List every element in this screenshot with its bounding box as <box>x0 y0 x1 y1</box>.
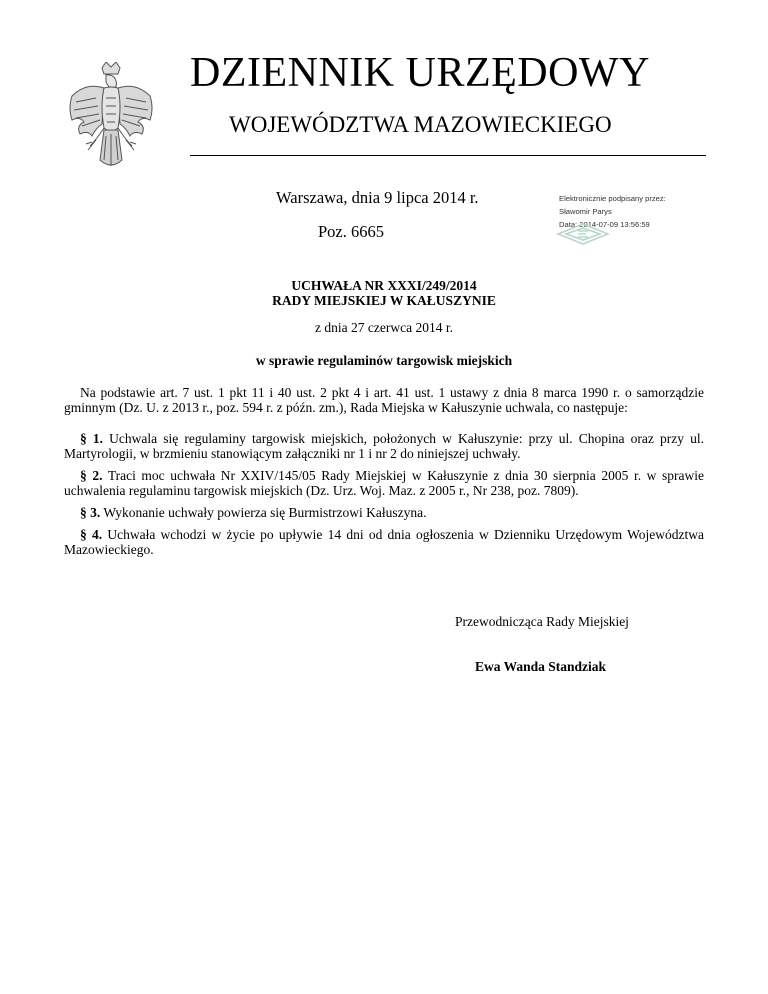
section-text: Wykonanie uchwały powierza się Burmistrzowi Kałuszyna. <box>100 505 427 520</box>
journal-title: DZIENNIK URZĘDOWY <box>190 50 650 96</box>
publication-date: Warszawa, dnia 9 lipca 2014 r. <box>276 188 479 207</box>
position-number: Poz. 6665 <box>318 222 384 241</box>
resolution-date: z dnia 27 czerwca 2014 r. <box>315 320 453 335</box>
journal-subtitle: WOJEWÓDZTWA MAZOWIECKIEGO <box>229 112 612 137</box>
section-2-paragraph <box>64 468 704 499</box>
resolution-heading <box>64 278 704 308</box>
signature-label: Elektronicznie podpisany przez: <box>559 194 666 203</box>
signature-seal-icon <box>556 222 610 246</box>
signature-date: Data: 2014-07-09 13:56:59 <box>559 220 650 229</box>
section-1-paragraph <box>64 431 704 462</box>
section-mark: § 3. <box>80 505 101 520</box>
header-divider <box>190 155 706 156</box>
section-3-paragraph <box>64 505 704 520</box>
section-mark: § 4. <box>80 527 103 542</box>
signature-signer: Sławomir Parys <box>559 207 612 216</box>
polish-eagle-emblem-icon <box>66 62 156 174</box>
section-4-paragraph <box>64 527 704 558</box>
signatory-role: Przewodnicząca Rady Miejskiej <box>455 614 629 629</box>
resolution-subject: w sprawie regulaminów targowisk miejskich <box>255 353 513 368</box>
section-mark: § 1. <box>80 431 103 446</box>
section-text: Traci moc uchwała Nr XXIV/145/05 Rady Miejskiej w Kałuszynie z dnia 30 sierpnia 2005 r. w sprawie uchwalenia regulaminu targowisk miejskich (Dz. Urz. Woj. Maz. z 2005 r., Nr 238, poz. 7809). <box>64 468 705 499</box>
signatory-name: Ewa Wanda Standziak <box>475 659 607 674</box>
section-text: Uchwala się regulaminy targowisk miejskich, położonych w Kałuszynie: przy ul. Chopina oraz przy ul. Martyrologii, w brzmieniu stanowiącym załączniki nr 1 i nr 2 do niniejszej uchwały. <box>64 431 704 462</box>
section-text: Uchwała wchodzi w życie po upływie 14 dni od dnia ogłoszenia w Dzienniku Urzędowym Województwa Mazowieckiego. <box>64 527 705 558</box>
resolution-council: RADY MIEJSKIEJ W KAŁUSZYNIE <box>272 293 496 308</box>
preamble-paragraph: Na podstawie art. 7 ust. 1 pkt 11 i 40 ust. 2 pkt 4 i art. 41 ust. 1 ustawy z dnia 8 marca 1990 r. o samorządzie gminnym (Dz. U. z 2013 r., poz. 594 r. z późn. zm.), Rada Miejska w Kałuszynie uchwala, co następuje: <box>64 385 704 416</box>
resolution-number: UCHWAŁA NR XXXI/249/2014 <box>291 278 477 293</box>
section-mark: § 2. <box>80 468 103 483</box>
